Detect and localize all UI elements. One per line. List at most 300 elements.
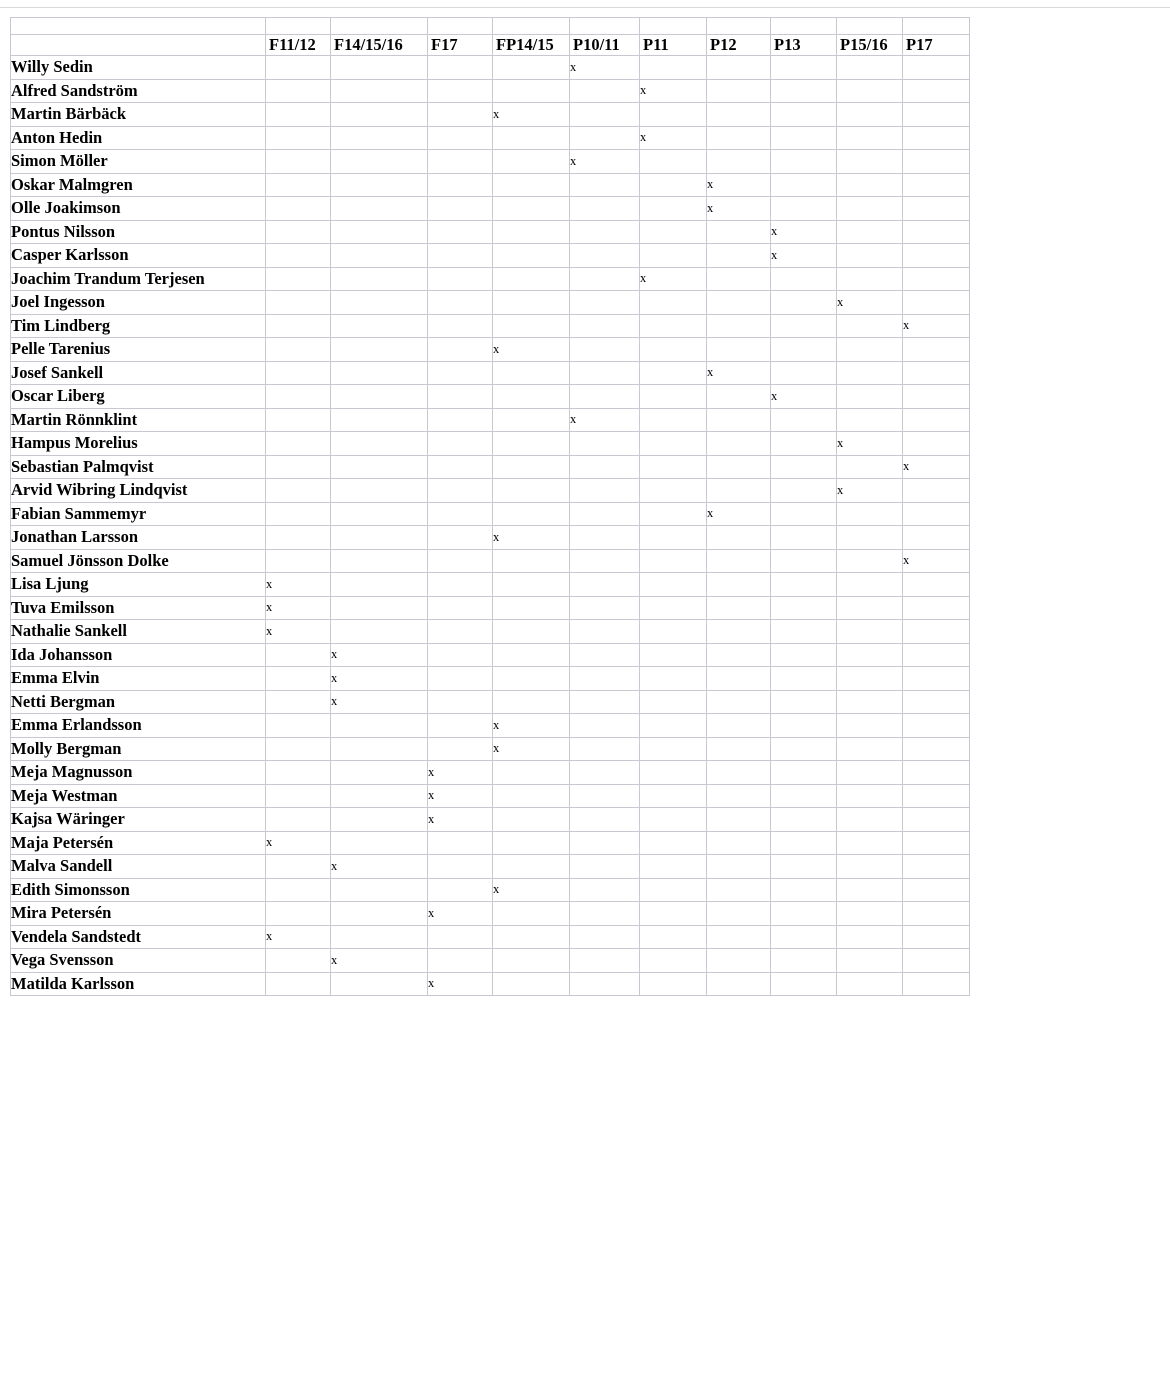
empty-cell xyxy=(266,714,331,738)
empty-cell xyxy=(707,831,771,855)
empty-cell xyxy=(266,244,331,268)
player-name-cell: Netti Bergman xyxy=(11,690,266,714)
empty-cell xyxy=(493,267,570,291)
group-mark-cell: x xyxy=(331,949,428,973)
empty-cell xyxy=(570,902,640,926)
empty-cell xyxy=(331,432,428,456)
empty-cell xyxy=(771,526,837,550)
empty-cell xyxy=(707,878,771,902)
empty-cell xyxy=(331,573,428,597)
empty-cell xyxy=(570,126,640,150)
empty-cell xyxy=(570,103,640,127)
empty-cell xyxy=(428,479,493,503)
table-row xyxy=(11,855,970,879)
empty-cell xyxy=(570,972,640,996)
empty-cell xyxy=(266,526,331,550)
empty-cell xyxy=(837,972,903,996)
empty-cell xyxy=(331,126,428,150)
empty-cell xyxy=(493,643,570,667)
empty-cell xyxy=(903,502,970,526)
table-row xyxy=(11,667,970,691)
empty-cell xyxy=(903,432,970,456)
empty-cell xyxy=(771,502,837,526)
empty-cell xyxy=(428,855,493,879)
empty-cell xyxy=(771,408,837,432)
empty-cell xyxy=(837,220,903,244)
empty-cell xyxy=(266,103,331,127)
empty-cell xyxy=(331,314,428,338)
empty-cell xyxy=(707,455,771,479)
empty-cell xyxy=(570,596,640,620)
empty-cell xyxy=(837,667,903,691)
empty-cell xyxy=(903,855,970,879)
empty-cell xyxy=(771,878,837,902)
empty-cell xyxy=(570,737,640,761)
empty-cell xyxy=(493,455,570,479)
empty-cell xyxy=(331,972,428,996)
empty-cell xyxy=(771,267,837,291)
group-mark-cell: x xyxy=(493,338,570,362)
empty-cell xyxy=(266,878,331,902)
empty-cell xyxy=(837,573,903,597)
empty-cell xyxy=(331,714,428,738)
empty-cell xyxy=(640,620,707,644)
player-name-cell: Alfred Sandström xyxy=(11,79,266,103)
empty-cell xyxy=(771,714,837,738)
empty-cell xyxy=(428,56,493,80)
empty-cell xyxy=(428,831,493,855)
empty-cell xyxy=(266,314,331,338)
player-name-cell: Molly Bergman xyxy=(11,737,266,761)
empty-cell xyxy=(707,244,771,268)
empty-cell xyxy=(570,79,640,103)
empty-cell xyxy=(837,784,903,808)
group-mark-cell: x xyxy=(570,408,640,432)
empty-cell xyxy=(331,408,428,432)
table-row xyxy=(11,949,970,973)
empty-cell xyxy=(570,197,640,221)
empty-cell xyxy=(640,103,707,127)
player-name-cell: Malva Sandell xyxy=(11,855,266,879)
group-mark-cell: x xyxy=(837,432,903,456)
empty-cell xyxy=(428,949,493,973)
empty-cell xyxy=(837,314,903,338)
group-mark-cell: x xyxy=(331,643,428,667)
empty-cell xyxy=(266,972,331,996)
empty-cell xyxy=(428,244,493,268)
empty-cell xyxy=(837,455,903,479)
empty-cell xyxy=(331,150,428,174)
empty-cell xyxy=(331,479,428,503)
empty-cell xyxy=(903,784,970,808)
empty-cell xyxy=(493,150,570,174)
empty-cell xyxy=(707,620,771,644)
name-column-header xyxy=(11,35,266,56)
table-row xyxy=(11,173,970,197)
empty-cell xyxy=(771,150,837,174)
group-mark-cell: x xyxy=(640,126,707,150)
column-header: F14/15/16 xyxy=(331,35,428,56)
player-name-cell: Ida Johansson xyxy=(11,643,266,667)
empty-cell xyxy=(771,173,837,197)
empty-cell xyxy=(266,902,331,926)
empty-cell xyxy=(903,197,970,221)
player-name-cell: Lisa Ljung xyxy=(11,573,266,597)
empty-cell xyxy=(903,267,970,291)
empty-cell xyxy=(493,573,570,597)
group-mark-cell: x xyxy=(837,479,903,503)
table-row xyxy=(11,314,970,338)
table-row xyxy=(11,150,970,174)
empty-cell xyxy=(640,714,707,738)
empty-cell xyxy=(266,361,331,385)
empty-cell xyxy=(493,408,570,432)
empty-cell xyxy=(266,56,331,80)
table-row xyxy=(11,878,970,902)
empty-cell xyxy=(771,103,837,127)
empty-cell xyxy=(640,150,707,174)
empty-cell xyxy=(266,408,331,432)
empty-cell xyxy=(837,526,903,550)
empty-cell xyxy=(771,455,837,479)
empty-cell xyxy=(570,361,640,385)
empty-cell xyxy=(771,126,837,150)
empty-cell xyxy=(428,220,493,244)
empty-cell xyxy=(331,197,428,221)
empty-cell xyxy=(837,690,903,714)
empty-cell xyxy=(428,690,493,714)
empty-cell xyxy=(493,361,570,385)
empty-cell xyxy=(837,244,903,268)
empty-cell xyxy=(640,455,707,479)
empty-cell xyxy=(570,455,640,479)
player-name-cell: Tuva Emilsson xyxy=(11,596,266,620)
player-name-cell: Joachim Trandum Terjesen xyxy=(11,267,266,291)
empty-cell xyxy=(570,690,640,714)
group-mark-cell: x xyxy=(570,56,640,80)
column-header: P13 xyxy=(771,35,837,56)
empty-cell xyxy=(640,291,707,315)
empty-cell xyxy=(570,385,640,409)
empty-cell xyxy=(493,502,570,526)
empty-cell xyxy=(837,714,903,738)
empty-cell xyxy=(266,502,331,526)
empty-cell xyxy=(837,173,903,197)
player-name-cell: Vendela Sandstedt xyxy=(11,925,266,949)
roster-table xyxy=(10,17,970,996)
empty-cell xyxy=(428,126,493,150)
group-mark-cell: x xyxy=(493,737,570,761)
group-mark-cell: x xyxy=(266,925,331,949)
table-row xyxy=(11,103,970,127)
table-row xyxy=(11,972,970,996)
empty-cell xyxy=(903,338,970,362)
spacer-cell xyxy=(771,18,837,35)
empty-cell xyxy=(707,79,771,103)
empty-cell xyxy=(331,338,428,362)
empty-cell xyxy=(771,596,837,620)
group-mark-cell: x xyxy=(493,103,570,127)
empty-cell xyxy=(640,831,707,855)
empty-cell xyxy=(266,385,331,409)
table-row xyxy=(11,784,970,808)
empty-cell xyxy=(493,784,570,808)
empty-cell xyxy=(903,925,970,949)
empty-cell xyxy=(428,267,493,291)
table-row xyxy=(11,761,970,785)
header-row xyxy=(11,35,970,56)
empty-cell xyxy=(493,549,570,573)
empty-cell xyxy=(707,267,771,291)
empty-cell xyxy=(640,596,707,620)
column-header: P11 xyxy=(640,35,707,56)
player-name-cell: Samuel Jönsson Dolke xyxy=(11,549,266,573)
group-mark-cell: x xyxy=(428,784,493,808)
column-header: P15/16 xyxy=(837,35,903,56)
group-mark-cell: x xyxy=(331,855,428,879)
empty-cell xyxy=(640,432,707,456)
empty-cell xyxy=(837,925,903,949)
empty-cell xyxy=(837,902,903,926)
table-row xyxy=(11,549,970,573)
group-mark-cell: x xyxy=(428,808,493,832)
empty-cell xyxy=(771,291,837,315)
empty-cell xyxy=(837,620,903,644)
empty-cell xyxy=(903,526,970,550)
empty-cell xyxy=(493,291,570,315)
table-row xyxy=(11,808,970,832)
empty-cell xyxy=(707,408,771,432)
empty-cell xyxy=(428,643,493,667)
empty-cell xyxy=(903,361,970,385)
empty-cell xyxy=(707,103,771,127)
column-header: FP14/15 xyxy=(493,35,570,56)
empty-cell xyxy=(640,526,707,550)
empty-cell xyxy=(331,737,428,761)
table-row xyxy=(11,220,970,244)
table-row xyxy=(11,502,970,526)
player-name-cell: Mira Petersén xyxy=(11,902,266,926)
empty-cell xyxy=(903,173,970,197)
empty-cell xyxy=(837,949,903,973)
empty-cell xyxy=(570,314,640,338)
empty-cell xyxy=(331,596,428,620)
empty-cell xyxy=(266,173,331,197)
empty-cell xyxy=(428,502,493,526)
empty-cell xyxy=(837,761,903,785)
empty-cell xyxy=(266,432,331,456)
empty-cell xyxy=(837,126,903,150)
empty-cell xyxy=(771,667,837,691)
empty-cell xyxy=(266,949,331,973)
empty-cell xyxy=(570,714,640,738)
empty-cell xyxy=(640,361,707,385)
empty-cell xyxy=(331,103,428,127)
empty-cell xyxy=(331,831,428,855)
group-mark-cell: x xyxy=(428,972,493,996)
empty-cell xyxy=(771,197,837,221)
empty-cell xyxy=(493,972,570,996)
empty-cell xyxy=(707,479,771,503)
empty-cell xyxy=(640,549,707,573)
empty-cell xyxy=(266,197,331,221)
empty-cell xyxy=(771,479,837,503)
table-row xyxy=(11,385,970,409)
empty-cell xyxy=(903,596,970,620)
player-name-cell: Martin Bärbäck xyxy=(11,103,266,127)
empty-cell xyxy=(707,291,771,315)
empty-cell xyxy=(903,714,970,738)
table-row xyxy=(11,737,970,761)
empty-cell xyxy=(707,385,771,409)
empty-cell xyxy=(707,573,771,597)
empty-cell xyxy=(640,173,707,197)
player-name-cell: Olle Joakimson xyxy=(11,197,266,221)
empty-cell xyxy=(837,338,903,362)
empty-cell xyxy=(266,690,331,714)
group-mark-cell: x xyxy=(771,244,837,268)
empty-cell xyxy=(331,455,428,479)
empty-cell xyxy=(493,925,570,949)
empty-cell xyxy=(707,667,771,691)
empty-cell xyxy=(707,596,771,620)
empty-cell xyxy=(707,855,771,879)
player-name-cell: Oscar Liberg xyxy=(11,385,266,409)
table-row xyxy=(11,244,970,268)
empty-cell xyxy=(640,925,707,949)
empty-cell xyxy=(640,667,707,691)
player-name-cell: Hampus Morelius xyxy=(11,432,266,456)
group-mark-cell: x xyxy=(707,197,771,221)
empty-cell xyxy=(837,808,903,832)
empty-cell xyxy=(266,643,331,667)
empty-cell xyxy=(570,667,640,691)
player-name-cell: Willy Sedin xyxy=(11,56,266,80)
empty-cell xyxy=(331,79,428,103)
empty-cell xyxy=(570,479,640,503)
player-name-cell: Casper Karlsson xyxy=(11,244,266,268)
empty-cell xyxy=(266,855,331,879)
empty-cell xyxy=(640,479,707,503)
empty-cell xyxy=(570,878,640,902)
empty-cell xyxy=(493,173,570,197)
empty-cell xyxy=(428,291,493,315)
group-mark-cell: x xyxy=(640,267,707,291)
player-name-cell: Emma Elvin xyxy=(11,667,266,691)
empty-cell xyxy=(707,643,771,667)
empty-cell xyxy=(903,761,970,785)
spacer-cell xyxy=(11,18,266,35)
empty-cell xyxy=(428,714,493,738)
empty-cell xyxy=(493,56,570,80)
player-name-cell: Vega Svensson xyxy=(11,949,266,973)
page-top-rule xyxy=(0,7,1170,8)
empty-cell xyxy=(493,831,570,855)
empty-cell xyxy=(331,220,428,244)
player-name-cell: Edith Simonsson xyxy=(11,878,266,902)
empty-cell xyxy=(493,761,570,785)
empty-cell xyxy=(331,902,428,926)
empty-cell xyxy=(837,596,903,620)
roster-table-body xyxy=(11,18,970,996)
empty-cell xyxy=(570,784,640,808)
empty-cell xyxy=(771,855,837,879)
empty-cell xyxy=(570,761,640,785)
empty-cell xyxy=(266,455,331,479)
empty-cell xyxy=(428,455,493,479)
empty-cell xyxy=(707,526,771,550)
empty-cell xyxy=(837,79,903,103)
empty-cell xyxy=(493,197,570,221)
spacer-cell xyxy=(331,18,428,35)
empty-cell xyxy=(493,244,570,268)
empty-cell xyxy=(903,667,970,691)
player-name-cell: Josef Sankell xyxy=(11,361,266,385)
empty-cell xyxy=(493,855,570,879)
empty-cell xyxy=(570,244,640,268)
empty-cell xyxy=(428,667,493,691)
empty-cell xyxy=(640,408,707,432)
empty-cell xyxy=(771,643,837,667)
empty-cell xyxy=(903,620,970,644)
empty-cell xyxy=(640,385,707,409)
empty-cell xyxy=(331,267,428,291)
empty-cell xyxy=(266,150,331,174)
table-row xyxy=(11,573,970,597)
empty-cell xyxy=(331,56,428,80)
empty-cell xyxy=(640,808,707,832)
empty-cell xyxy=(266,737,331,761)
table-row xyxy=(11,267,970,291)
player-name-cell: Meja Magnusson xyxy=(11,761,266,785)
empty-cell xyxy=(771,56,837,80)
empty-cell xyxy=(570,549,640,573)
empty-cell xyxy=(903,737,970,761)
table-row xyxy=(11,361,970,385)
table-row xyxy=(11,714,970,738)
empty-cell xyxy=(903,126,970,150)
empty-cell xyxy=(707,690,771,714)
empty-cell xyxy=(493,479,570,503)
empty-cell xyxy=(903,949,970,973)
empty-cell xyxy=(428,385,493,409)
empty-cell xyxy=(331,808,428,832)
player-name-cell: Martin Rönnklint xyxy=(11,408,266,432)
empty-cell xyxy=(266,549,331,573)
empty-cell xyxy=(331,620,428,644)
empty-cell xyxy=(331,925,428,949)
empty-cell xyxy=(331,244,428,268)
spacer-cell xyxy=(493,18,570,35)
empty-cell xyxy=(771,549,837,573)
player-name-cell: Oskar Malmgren xyxy=(11,173,266,197)
empty-cell xyxy=(640,878,707,902)
empty-cell xyxy=(771,737,837,761)
table-row xyxy=(11,925,970,949)
empty-cell xyxy=(903,244,970,268)
empty-cell xyxy=(570,502,640,526)
empty-cell xyxy=(428,314,493,338)
spacer-cell xyxy=(640,18,707,35)
empty-cell xyxy=(570,267,640,291)
empty-cell xyxy=(428,197,493,221)
empty-cell xyxy=(266,479,331,503)
empty-cell xyxy=(331,173,428,197)
empty-cell xyxy=(570,949,640,973)
empty-cell xyxy=(837,267,903,291)
empty-cell xyxy=(331,784,428,808)
empty-cell xyxy=(837,502,903,526)
